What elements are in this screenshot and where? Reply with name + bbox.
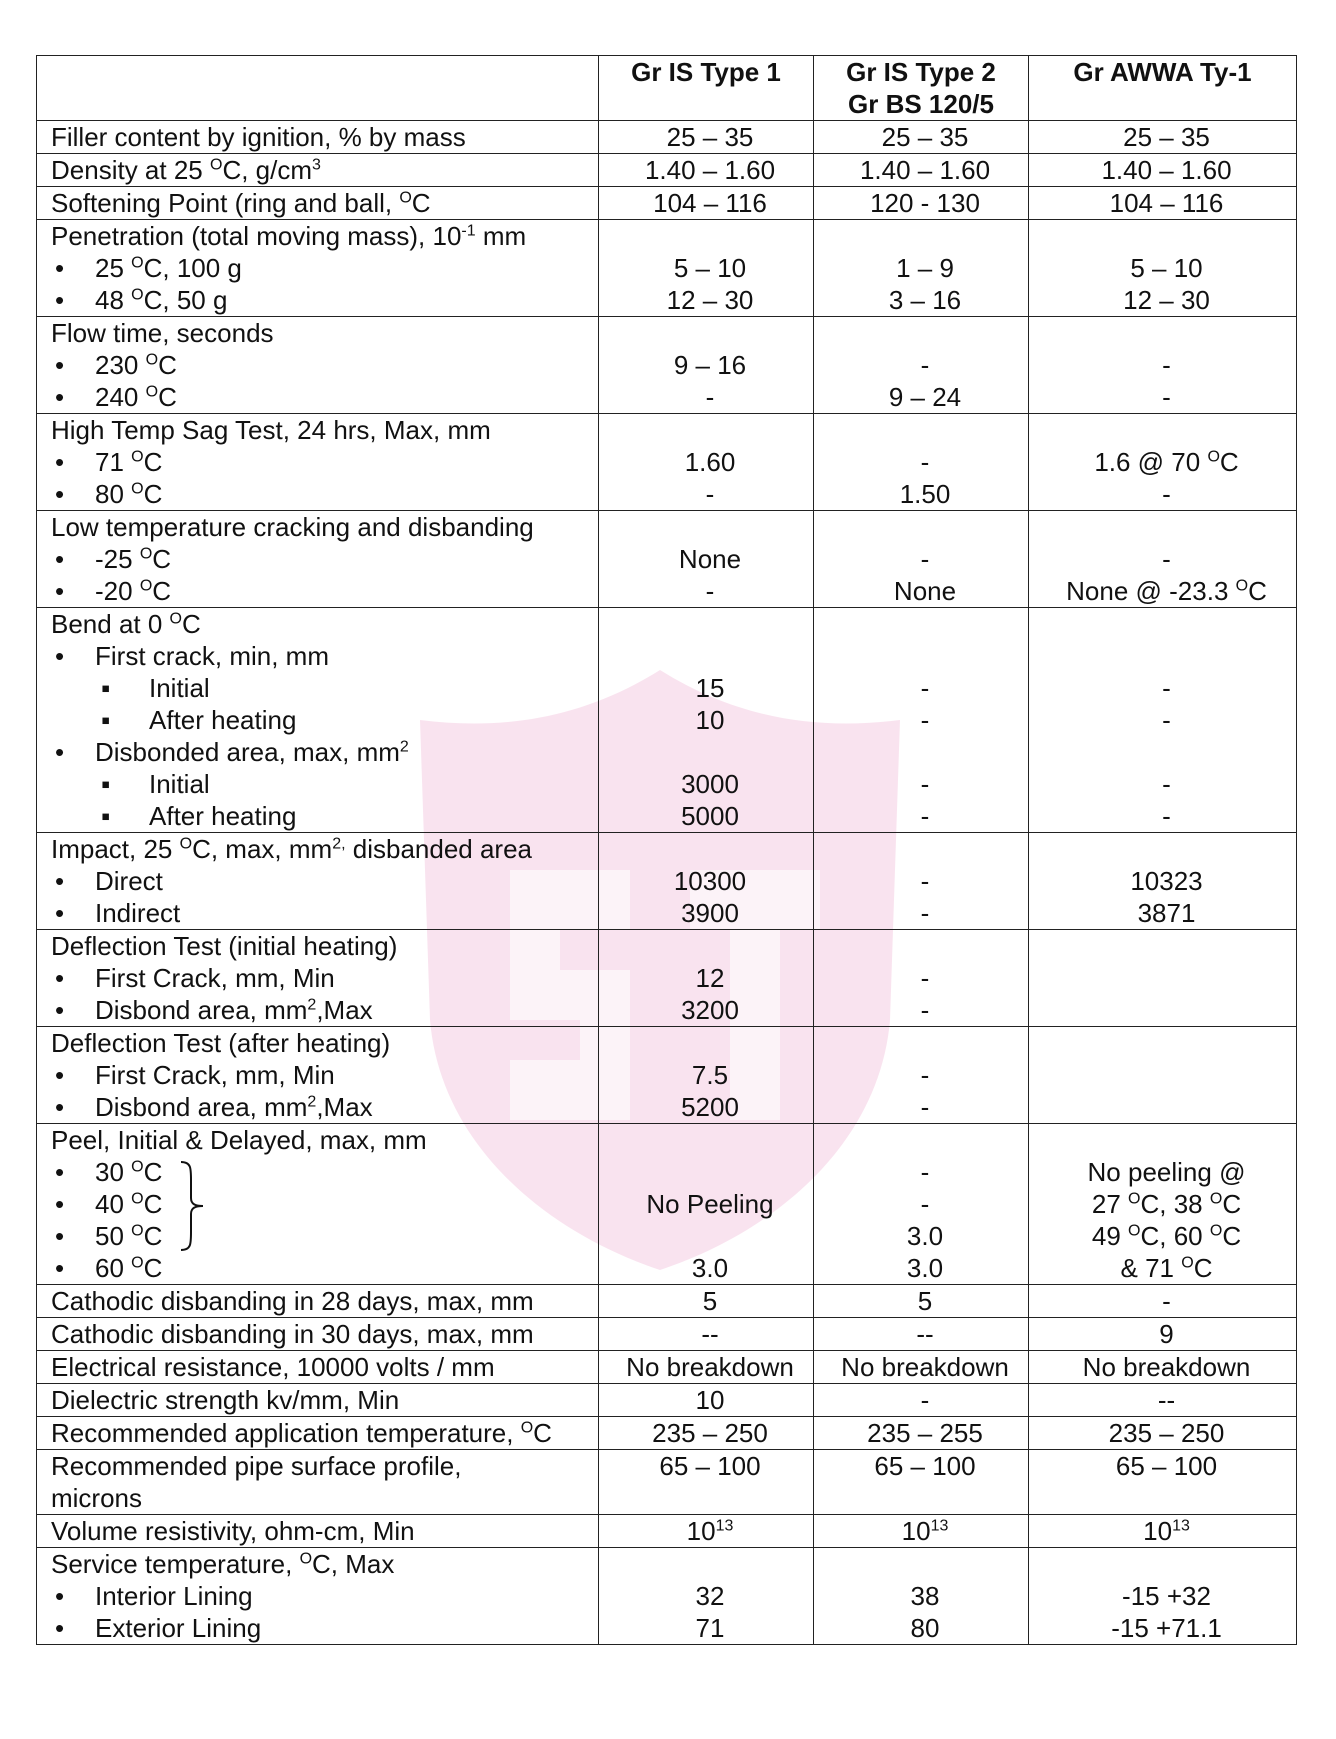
spec-table <box>36 55 1297 1645</box>
table-row <box>37 220 1297 317</box>
header-blank <box>37 56 599 121</box>
cell: - <box>1029 1285 1297 1318</box>
cell: -15 +32 -15 +71.1 <box>1029 1548 1297 1645</box>
row-label: Dielectric strength kv/mm, Min <box>37 1384 599 1417</box>
cell: -- <box>814 1318 1029 1351</box>
header-col3: Gr AWWA Ty-1 <box>1029 56 1297 121</box>
row-label: Penetration (total moving mass), $10^{-1}$ mm • 25 $^O$C, 100 g • 48 $^O$C, 50 g <box>37 220 599 317</box>
table-row <box>37 1124 1297 1285</box>
cell: No Peeling 3.0 <box>599 1124 814 1285</box>
header-row <box>37 56 1297 121</box>
table-row <box>37 511 1297 608</box>
cell: 5 <box>599 1285 814 1318</box>
row-label: Recommended pipe surface profile, microns <box>37 1450 599 1515</box>
cell: -- <box>1029 1384 1297 1417</box>
table-row <box>37 930 1297 1027</box>
cell: - - <box>814 930 1029 1027</box>
cell: 10323 3871 <box>1029 833 1297 930</box>
cell: No breakdown <box>599 1351 814 1384</box>
table-row <box>37 1515 1297 1548</box>
table-row <box>37 154 1297 187</box>
cell: 1.40 – 1.60 <box>1029 154 1297 187</box>
cell: 12 3200 <box>599 930 814 1027</box>
cell: 32 71 <box>599 1548 814 1645</box>
cell: 235 – 255 <box>814 1417 1029 1450</box>
cell: - - - - <box>814 608 1029 833</box>
cell: 25 – 35 <box>1029 121 1297 154</box>
cell: No peeling @ 27 $^O$C, 38 $^O$C 49 $^O$C, 60 $^O$C & 71 $^O$C <box>1029 1124 1297 1285</box>
cell: 235 – 250 <box>1029 1417 1297 1450</box>
cell: 1.60 - <box>599 414 814 511</box>
cell: No breakdown <box>814 1351 1029 1384</box>
table-row <box>37 608 1297 833</box>
row-label: Peel, Initial & Delayed, max, mm • 30 $^O$C • 40 $^O$C • 50 $^O$C • 60 $^O$C <box>37 1124 599 1285</box>
table-row <box>37 1548 1297 1645</box>
cell: - - <box>814 1027 1029 1124</box>
cell: None - <box>599 511 814 608</box>
row-label: Cathodic disbanding in 28 days, max, mm <box>37 1285 599 1318</box>
row-label: Low temperature cracking and disbanding • -25 $^O$C • -20 $^O$C <box>37 511 599 608</box>
cell: 5 <box>814 1285 1029 1318</box>
cell: $10^{13}$ <box>599 1515 814 1548</box>
header-col2: Gr IS Type 2 Gr BS 120/5 <box>814 56 1029 121</box>
header-col1: Gr IS Type 1 <box>599 56 814 121</box>
cell: 104 – 116 <box>599 187 814 220</box>
cell: -- <box>599 1318 814 1351</box>
cell: 1.40 – 1.60 <box>814 154 1029 187</box>
cell: 10 <box>599 1384 814 1417</box>
row-label: Cathodic disbanding in 30 days, max, mm <box>37 1318 599 1351</box>
row-label: Density at 25 $^O$C, $g/cm^3$ <box>37 154 599 187</box>
cell: 7.5 5200 <box>599 1027 814 1124</box>
row-label: Recommended application temperature, $^O$C <box>37 1417 599 1450</box>
cell: 120 - 130 <box>814 187 1029 220</box>
table-row <box>37 187 1297 220</box>
cell: - - <box>1029 317 1297 414</box>
row-label: Flow time, seconds • 230 $^O$C • 240 $^O$C <box>37 317 599 414</box>
cell: - <box>814 1384 1029 1417</box>
table-row <box>37 317 1297 414</box>
table-row <box>37 1450 1297 1515</box>
cell: 65 – 100 <box>599 1450 814 1515</box>
cell: 5 – 10 12 – 30 <box>599 220 814 317</box>
cell: 1.6 @ 70 $^O$C - <box>1029 414 1297 511</box>
row-label: Deflection Test (initial heating) • First Crack, mm, Min • Disbond area, $mm^2,Max$ <box>37 930 599 1027</box>
table-row <box>37 121 1297 154</box>
table-row <box>37 414 1297 511</box>
cell: 9 – 16 - <box>599 317 814 414</box>
table-row <box>37 833 1297 930</box>
row-label: Service temperature, $^O$C, Max • Interior Lining • Exterior Lining <box>37 1548 599 1645</box>
table-row <box>37 1417 1297 1450</box>
cell: 5 – 10 12 – 30 <box>1029 220 1297 317</box>
cell: - None @ -23.3 $^O$C <box>1029 511 1297 608</box>
cell: No breakdown <box>1029 1351 1297 1384</box>
cell: 1.40 – 1.60 <box>599 154 814 187</box>
cell: 104 – 116 <box>1029 187 1297 220</box>
cell: 38 80 <box>814 1548 1029 1645</box>
table-row <box>37 1285 1297 1318</box>
row-label: Electrical resistance, 10000 volts / mm <box>37 1351 599 1384</box>
cell: 15 10 3000 5000 <box>599 608 814 833</box>
cell: 65 – 100 <box>814 1450 1029 1515</box>
row-label: Bend at 0 $^O$C • First crack, min, mm ▪ Initial ▪ After heating • Disbonded area, max, $mm^2$ ▪ Initial ▪ After heating <box>37 608 599 833</box>
cell: 1 – 9 3 – 16 <box>814 220 1029 317</box>
row-label: Deflection Test (after heating) • First Crack, mm, Min • Disbond area, $mm^2,Max$ <box>37 1027 599 1124</box>
cell: - - - - <box>1029 608 1297 833</box>
row-label: Impact, 25 $^O$C, max, $mm^{2,}$ disbanded area • Direct • Indirect <box>37 833 599 930</box>
table-row <box>37 1384 1297 1417</box>
cell <box>1029 1027 1297 1124</box>
cell: $10^{13}$ <box>814 1515 1029 1548</box>
table-row <box>37 1351 1297 1384</box>
cell: 25 – 35 <box>599 121 814 154</box>
cell: - - <box>814 833 1029 930</box>
cell: 65 – 100 <box>1029 1450 1297 1515</box>
table-row <box>37 1027 1297 1124</box>
row-label: Volume resistivity, ohm-cm, Min <box>37 1515 599 1548</box>
cell <box>1029 930 1297 1027</box>
cell: - None <box>814 511 1029 608</box>
cell: - 1.50 <box>814 414 1029 511</box>
cell: $10^{13}$ <box>1029 1515 1297 1548</box>
cell: - 9 – 24 <box>814 317 1029 414</box>
row-label: High Temp Sag Test, 24 hrs, Max, mm • 71 $^O$C • 80 $^O$C <box>37 414 599 511</box>
cell: 9 <box>1029 1318 1297 1351</box>
cell: 235 – 250 <box>599 1417 814 1450</box>
cell: 10300 3900 <box>599 833 814 930</box>
row-label: Filler content by ignition, % by mass <box>37 121 599 154</box>
table-row <box>37 1318 1297 1351</box>
cell: 25 – 35 <box>814 121 1029 154</box>
row-label: Softening Point (ring and ball, $^O$C <box>37 187 599 220</box>
cell: - - 3.0 3.0 <box>814 1124 1029 1285</box>
brace-icon <box>177 1160 207 1252</box>
